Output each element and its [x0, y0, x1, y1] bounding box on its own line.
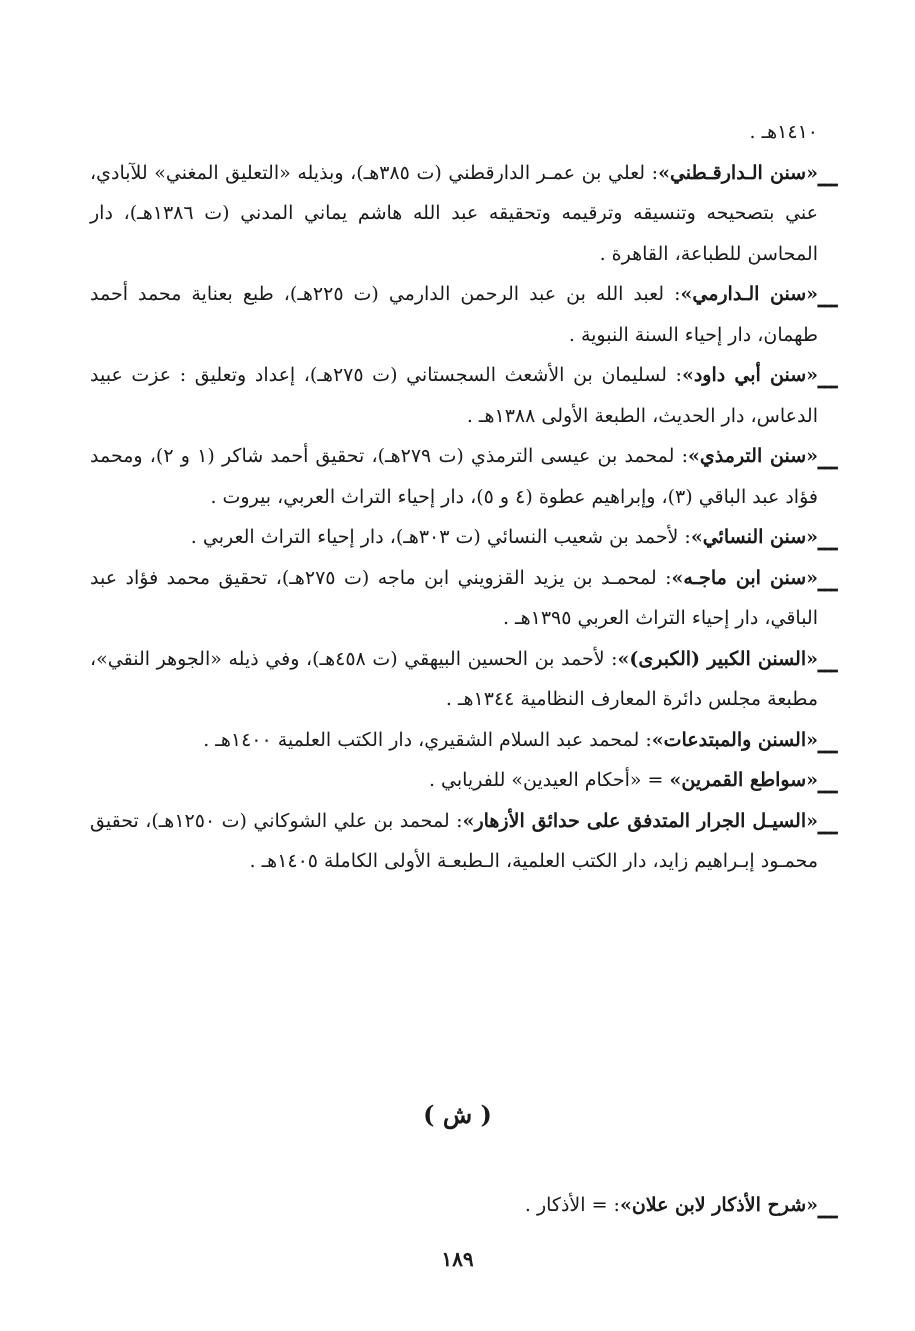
entry-dash: ـــ: [818, 165, 838, 192]
entry-dash: ـــ: [818, 651, 838, 678]
bibliography-entry: [90, 639, 838, 720]
bibliography-entry: [90, 558, 838, 639]
bibliography-entry: [90, 436, 838, 517]
entry-title: «شرح الأذكار لابن علان»: [619, 1194, 818, 1216]
entry-details: : لمحمد بن علي الشوكاني (ت ١٢٥٠هـ)، تحقيق محمـود إبـراهيم زايد، دار الكتب العلمية، الـطبعـة الأولى الكاملة ١٤٠٥هـ .: [90, 809, 818, 872]
entry-details: : لمحمـد بن يزيد القزويني ابن ماجه (ت ٢٧٥هـ)، تحقيق محمد فؤاد عبد الباقي، دار إحياء التراث العربي ١٣٩٥هـ .: [90, 566, 818, 629]
bibliography-entry: [90, 355, 838, 436]
entry-text: [90, 760, 818, 801]
entry-text: [90, 639, 818, 720]
section-heading: ( ش ): [423, 1100, 492, 1129]
entry-dash: ـــ: [818, 570, 838, 597]
bibliography-entry: [90, 274, 838, 355]
entry-dash: ـــ: [818, 368, 838, 394]
entry-dash: ـــ: [818, 1198, 838, 1224]
entry-details: : لمحمد بن عيسى الترمذي (ت ٢٧٩هـ)، تحقيق أحمد شاكر (١ و ٢)، ومحمد فؤاد عبد الباقي (٣)، وإبراهيم عطوة (٤ و ٥)، دار إحياء التراث العربي، بيروت .: [90, 445, 818, 508]
entry-title: «سنن الـدارمي»: [680, 283, 818, 305]
entry-title: «سنن النسائي»: [690, 526, 818, 548]
bibliography-entry: [90, 1185, 838, 1226]
entry-text: [90, 558, 818, 639]
entry-text: [90, 801, 818, 882]
entry-details: : لأحمد بن الحسين البيهقي (ت ٤٥٨هـ)، وفي ذيله «الجوهر النقي»، مطبعة مجلس دائرة المعارف النظامية ١٣٤٤هـ .: [90, 647, 818, 710]
entry-dash: ـــ: [818, 773, 838, 799]
page-number: ١٨٩: [441, 1247, 474, 1271]
entry-title: «سنن الترمذي»: [688, 445, 818, 467]
entry-text: [90, 436, 818, 517]
entry-title: «سنن أبي داود»: [681, 364, 818, 386]
entry-text: [90, 517, 818, 558]
entry-title: «سنن الـدارقـطني»: [658, 161, 818, 184]
entry-title: «سواطع القمرين»: [669, 769, 818, 791]
entry-details: : لمحمد عبد السلام الشقيري، دار الكتب العلمية ١٤٠٠هـ .: [203, 728, 652, 751]
bibliography-list-section-shin: [90, 1185, 838, 1226]
entry-details: : لسليمان بن الأشعث السجستاني (ت ٢٧٥هـ)، إعداد وتعليق : عزت عبيد الدعاس، دار الحديث، الطبعة الأولى ١٣٨٨هـ .: [90, 364, 818, 427]
bibliography-entry: [90, 720, 838, 761]
bibliography-entry: [90, 760, 838, 801]
entry-details: : = الأذكار .: [524, 1194, 620, 1216]
entry-details: = «أحكام العيدين» للفريابي .: [428, 769, 670, 791]
entry-text: [90, 720, 818, 761]
entry-dash: ـــ: [818, 287, 838, 313]
entry-title: «سنن ابن ماجـه»: [671, 566, 818, 589]
entry-title: «السنن والمبتدعات»: [651, 728, 818, 751]
entry-details: : لأحمد بن شعيب النسائي (ت ٣٠٣هـ)، دار إحياء التراث العربي .: [190, 526, 691, 548]
entry-title: «السنن الكبير (الكبرى)»: [617, 647, 818, 670]
entry-dash: ـــ: [818, 449, 838, 475]
entry-text: [90, 274, 818, 355]
entry-dash: ـــ: [818, 732, 838, 759]
entry-details: : لعبد الله بن عبد الرحمن الدارمي (ت ٢٢٥هـ)، طبع بعناية محمد أحمد طهمان، دار إحياء السنة النبوية .: [90, 283, 818, 346]
entry-details: : لعلي بن عمـر الدارقطني (ت ٣٨٥هـ)، وبذيله «التعليق المغني» للآبادي، عني بتصحيحه وتنسيقه وترقيمه وتحقيقه عبد الله هاشم يماني المدني (ت ١٣٨٦هـ)، دار المحاسن للطباعة، القاهرة .: [90, 161, 818, 265]
bibliography-entry: [90, 153, 838, 275]
bibliography-entry: [90, 801, 838, 882]
entry-text: [90, 1185, 818, 1226]
entry-dash: ـــ: [818, 813, 838, 840]
bibliography-entry: [90, 517, 838, 558]
entry-dash: ـــ: [818, 530, 838, 556]
entry-text: [90, 153, 818, 275]
entry-title: «السيـل الجرار المتدفق على حدائق الأزهار»: [462, 809, 818, 832]
bibliography-list: [90, 112, 838, 882]
continuation-line: ١٤١٠هـ .: [749, 121, 818, 143]
entry-text: [90, 355, 818, 436]
